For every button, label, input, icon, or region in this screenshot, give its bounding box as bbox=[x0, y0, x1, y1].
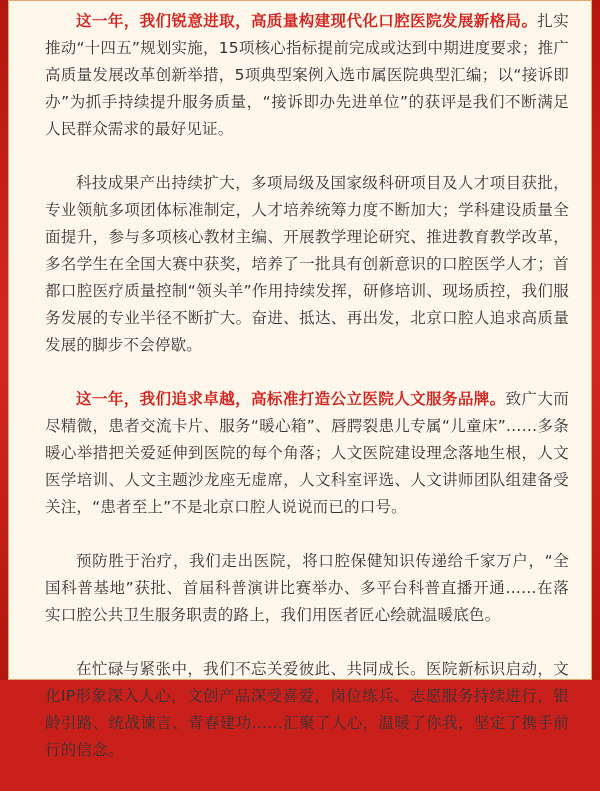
left-border-decoration bbox=[0, 0, 8, 680]
paragraph-4-text: 预防胜于治疗，我们走出医院，将口腔保健知识传递给千家万户，“全国科普基地”获批、首届科普演讲比赛举办、多平台科普直播开通……在落实口腔公共卫生服务职责的路上，我们用医者匠心绘就温暖底色。 bbox=[45, 552, 569, 624]
article-body bbox=[45, 8, 569, 791]
paragraph-1-text: 扎实推动“十四五”规划实施，15项核心指标提前完成或达到中期进度要求；推广高质量发展改革创新举措，5项典型案例入选市属医院典型汇编；以“接诉即办”为抓手持续提升服务质量，“接诉即办先进单位”的获评是我们不断满足人民群众需求的最好见证。 bbox=[45, 12, 569, 138]
paragraph-5 bbox=[45, 656, 569, 764]
paragraph-1-highlight: 这一年，我们锐意进取，高质量构建现代化口腔医院发展新格局。 bbox=[76, 12, 538, 30]
paragraph-2 bbox=[45, 170, 569, 359]
paragraph-3-highlight: 这一年，我们追求卓越，高标准打造公立医院人文服务品牌。 bbox=[76, 390, 506, 408]
right-border-decoration bbox=[592, 0, 600, 680]
paragraph-1 bbox=[45, 8, 569, 143]
paragraph-4 bbox=[45, 548, 569, 629]
paragraph-3-text: 致广大而尽精微，患者交流卡片、服务“暖心箱”、唇腭裂患儿专属“儿童床”……多条暖心举措把关爱延伸到医院的每个角落；人文医院建设理念落地生根，人文医学培训、人文主题沙龙座无虚席，人文科室评选、人文讲师团队组建备受关注，“患者至上”不是北京口腔人说说而已的口号。 bbox=[45, 390, 569, 516]
article-card bbox=[8, 0, 592, 759]
paragraph-5-text: 在忙碌与紧张中，我们不忘关爱彼此、共同成长。医院新标识启动，文化IP形象深入人心，文创产品深受喜爱，岗位练兵、志愿服务持续进行，银龄引路、统战谏言、青春建功……汇聚了人心，温暖了你我，坚定了携手前行的信念。 bbox=[45, 660, 569, 759]
paragraph-2-text: 科技成果产出持续扩大，多项局级及国家级科研项目及人才项目获批，专业领航多项团体标准制定，人才培养统筹力度不断加大；学科建设质量全面提升，参与多项核心教材主编、开展教学理论研究、推进教育教学改革，多名学生在全国大赛中获奖，培养了一批具有创新意识的口腔医学人才；首都口腔医疗质量控制“领头羊”作用持续发挥，研修培训、现场质控，我们服务发展的专业半径不断扩大。奋进、抵达、再出发，北京口腔人追求高质量发展的脚步不会停歇。 bbox=[45, 174, 569, 354]
paragraph-3 bbox=[45, 386, 569, 521]
